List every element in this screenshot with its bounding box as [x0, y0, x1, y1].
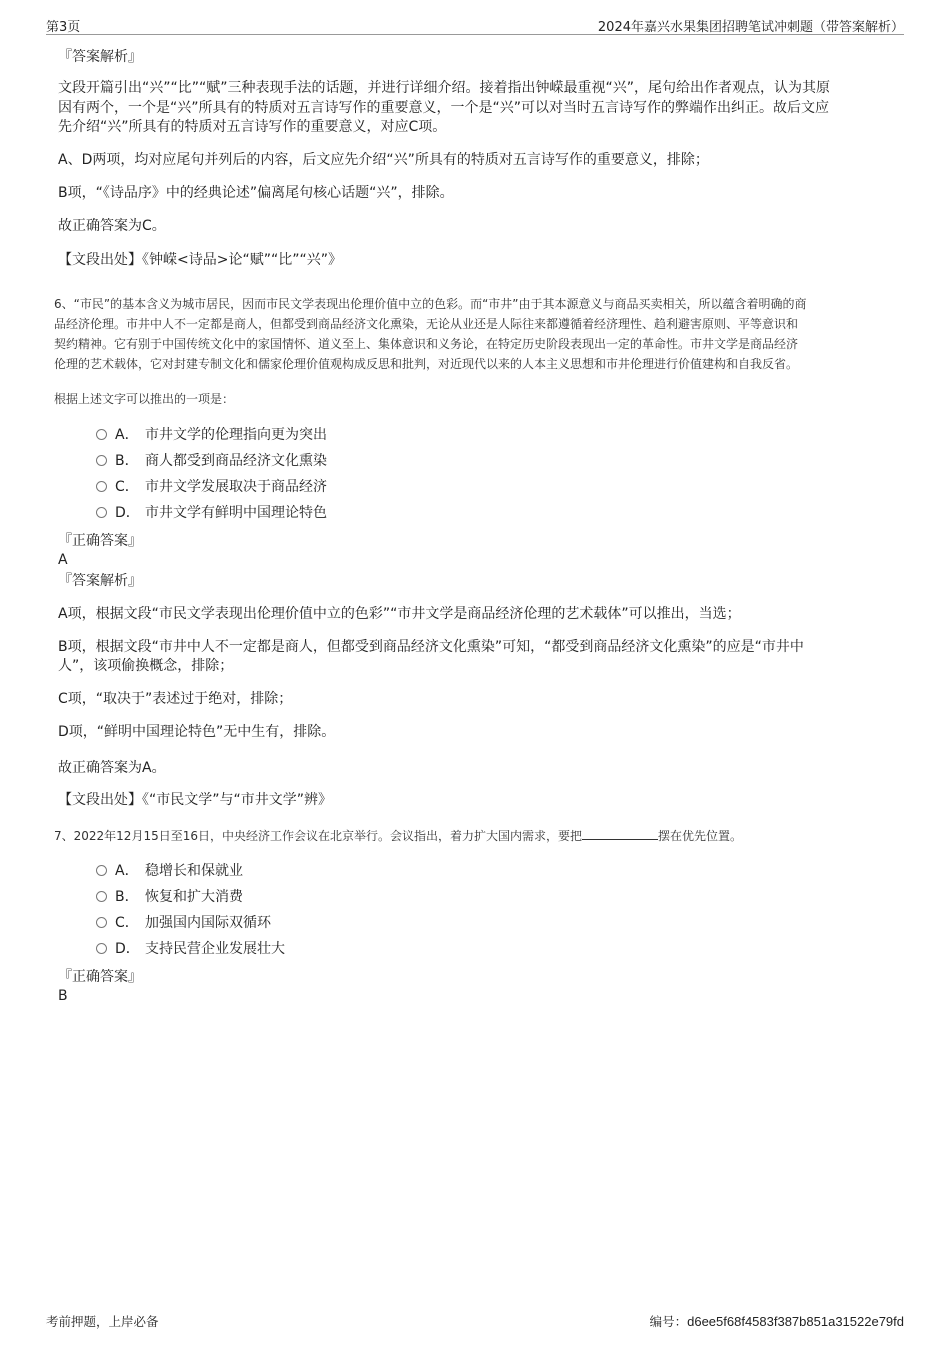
q6-stem-line4: 伦理的艺术载体，它对封建专制文化和儒家伦理价值观构成反思和批判，对近现代以来的人本主义思想和市井伦理进行价值建构和自我反省。	[54, 357, 799, 371]
q7-option-b[interactable]: B． 恢复和扩大消费	[96, 887, 243, 907]
q6-analysis-heading: 『答案解析』	[58, 573, 142, 589]
q6-option-d[interactable]: D． 市井文学有鲜明中国理论特色	[96, 503, 327, 523]
radio-icon[interactable]	[96, 455, 107, 466]
q6-stem-line1: 6、“市民”的基本含义为城市居民，因而市民文学表现出伦理价值中立的色彩。而“市井”由于其本源意义与商品买卖相关，所以蕴含着明确的商	[54, 297, 807, 311]
fill-blank	[582, 827, 658, 840]
q6-conclusion: 故正确答案为A。	[58, 760, 166, 776]
radio-icon[interactable]	[96, 943, 107, 954]
q5-conclusion: 故正确答案为C。	[58, 218, 166, 234]
document-code: 编号：d6ee5f68f4583f387b851a31522e79fd	[649, 1314, 904, 1329]
q7-answer-heading: 『正确答案』	[58, 969, 142, 985]
q5-para1-line2: 因有两个，一个是“兴”所具有的特质对五言诗写作的重要意义，一个是“兴”可以对当时五言诗写作的弊端作出纠正。故后文应	[58, 100, 830, 116]
q6-stem-line2: 品经济伦理。市井中人不一定都是商人，但都受到商品经济文化熏染，无论从业还是人际往来都遵循着经济理性、趋利避害原则、平等意识和	[54, 317, 799, 331]
q5-source: 【文段出处】《钟嵘<诗品>论“赋”“比”“兴”》	[58, 252, 342, 268]
radio-icon[interactable]	[96, 481, 107, 492]
q5-para2: A、D两项，均对应尾句并列后的内容，后文应先介绍“兴”所具有的特质对五言诗写作的重要意义，排除；	[58, 152, 709, 168]
document-title: 2024年嘉兴水果集团招聘笔试冲刺题（带答案解析）	[597, 20, 904, 35]
page-header	[46, 16, 904, 35]
q6-analysis-d: D项，“鲜明中国理论特色”无中生有，排除。	[58, 724, 336, 740]
q6-option-c[interactable]: C． 市井文学发展取决于商品经济	[96, 477, 327, 497]
q6-analysis-b-line1: B项，根据文段“市井中人不一定都是商人，但都受到商品经济文化熏染”可知，“都受到商品经济文化熏染”的应是“市井中	[58, 639, 804, 655]
q6-source: 【文段出处】《“市民文学”与“市井文学”辨》	[58, 792, 333, 808]
q6-option-b[interactable]: B． 商人都受到商品经济文化熏染	[96, 451, 327, 471]
radio-icon[interactable]	[96, 865, 107, 876]
q7-option-c[interactable]: C． 加强国内国际双循环	[96, 913, 271, 933]
q6-answer-heading: 『正确答案』	[58, 533, 142, 549]
q6-option-a[interactable]: A． 市井文学的伦理指向更为突出	[96, 425, 327, 445]
q6-question: 根据上述文字可以推出的一项是：	[54, 392, 235, 406]
q6-answer: A	[58, 552, 68, 568]
radio-icon[interactable]	[96, 917, 107, 928]
q5-analysis-heading: 『答案解析』	[58, 49, 142, 65]
q6-analysis-a: A项，根据文段“市民文学表现出伦理价值中立的色彩”“市井文学是商品经济伦理的艺术载体”可以推出，当选；	[58, 606, 741, 622]
q6-analysis-b-line2: 人”，该项偷换概念，排除；	[58, 658, 234, 674]
q5-para3: B项，“《诗品序》中的经典论述”偏离尾句核心话题“兴”，排除。	[58, 185, 454, 201]
q7-option-a[interactable]: A． 稳增长和保就业	[96, 861, 243, 881]
radio-icon[interactable]	[96, 891, 107, 902]
q6-stem-line3: 契约精神。它有别于中国传统文化中的家国情怀、道义至上、集体意识和义务论，在特定历史阶段表现出一定的革命性。市井文学是商品经济	[54, 337, 799, 351]
q7-option-d[interactable]: D． 支持民营企业发展壮大	[96, 939, 285, 959]
q7-stem: 7、2022年12月15日至16日，中央经济工作会议在北京举行。会议指出，着力扩大国内需求，要把 摆在优先位置。	[54, 829, 743, 843]
q5-para1-line1: 文段开篇引出“兴”“比”“赋”三种表现手法的话题，并进行详细介绍。接着指出钟嵘最重视“兴”，尾句给出作者观点，认为其原	[58, 80, 831, 96]
radio-icon[interactable]	[96, 429, 107, 440]
q7-answer: B	[58, 988, 68, 1004]
q5-para1-line3: 先介绍“兴”所具有的特质对五言诗写作的重要意义，对应C项。	[58, 119, 447, 135]
q6-analysis-c: C项，“取决于”表述过于绝对，排除；	[58, 691, 293, 707]
radio-icon[interactable]	[96, 507, 107, 518]
footer-slogan: 考前押题，上岸必备	[46, 1314, 159, 1329]
page-number: 第3页	[46, 20, 81, 35]
